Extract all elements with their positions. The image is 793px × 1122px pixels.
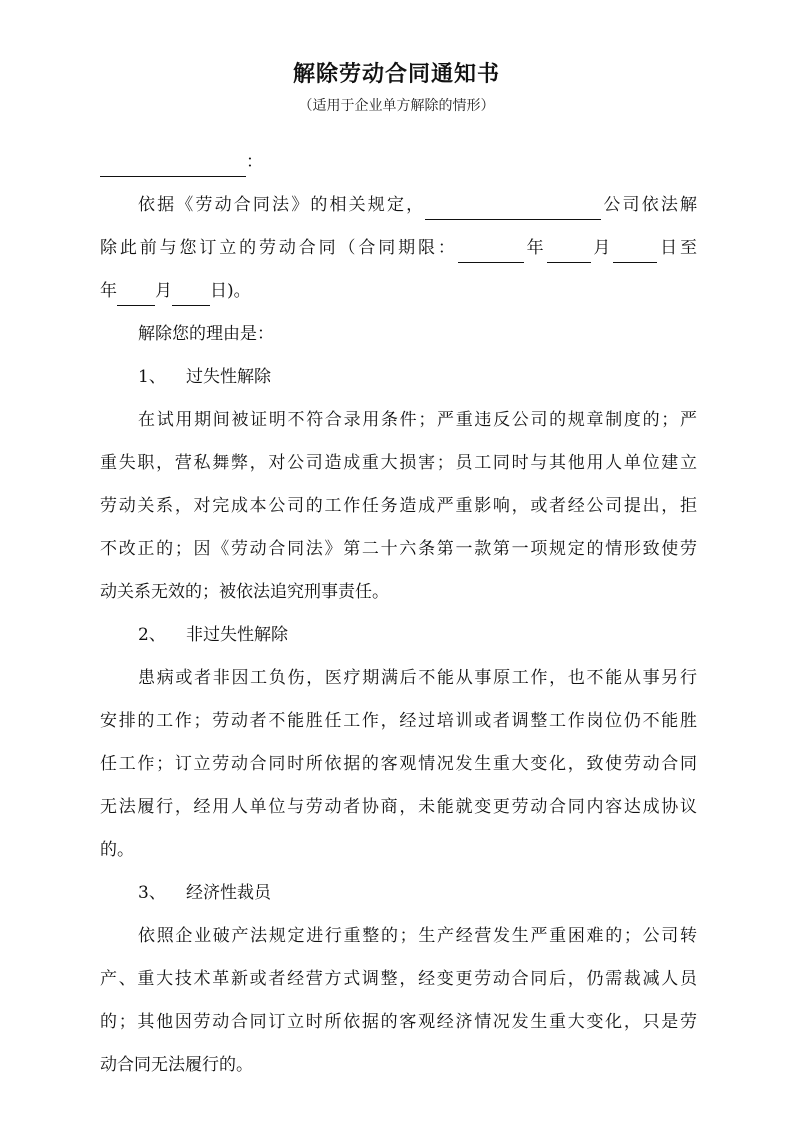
paragraph-line: 在试用期间被证明不符合录用条件；严重违反公司的规章制度的；严 (138, 410, 697, 430)
intro-line-2 (100, 227, 697, 270)
year-label: 年 (523, 238, 547, 258)
section-number: 1、 (138, 367, 166, 387)
start-month-blank[interactable] (547, 236, 591, 263)
recipient-name-blank[interactable] (100, 150, 246, 177)
end-month-blank[interactable] (117, 279, 155, 306)
paragraph-line: 劳动关系，对完成本公司的工作任务造成严重影响，或者经公司提出，拒 (100, 496, 697, 516)
salutation-colon: ： (246, 152, 263, 172)
paragraph-line: 依照企业破产法规定进行重整的；生产经营发生严重困难的；公司转 (138, 926, 697, 946)
paragraph-line: 不改正的；因《劳动合同法》第二十六条第一款第一项规定的情形致使劳 (100, 539, 697, 559)
intro-text: 除此前与您订立的劳动合同（合同期限： (100, 238, 458, 258)
year-label: 年 (100, 281, 117, 301)
paragraph-line: 动合同无法履行的。 (100, 1055, 253, 1075)
end-day-blank[interactable] (172, 279, 210, 306)
paragraph-line: 任工作；订立劳动合同时所依据的客观情况发生重大变化，致使劳动合同 (100, 754, 697, 774)
document-subtitle: （适用于企业单方解除的情形） (298, 98, 495, 114)
paragraph-line: 安排的工作；劳动者不能胜任工作，经过培训或者调整工作岗位仍不能胜 (100, 711, 697, 731)
paragraph-line: 患病或者非因工负伤，医疗期满后不能从事原工作，也不能从事另行 (138, 668, 697, 688)
paragraph-line: 重失职，营私舞弊，对公司造成重大损害；员工同时与其他用人单位建立 (100, 453, 697, 473)
month-label: 月 (590, 238, 614, 258)
intro-line-1 (100, 184, 697, 227)
paragraph-line: 动关系无效的；被依法追究刑事责任。 (100, 582, 389, 602)
start-year-blank[interactable] (458, 236, 524, 263)
section-title: 过失性解除 (186, 367, 271, 387)
section-number: 3、 (138, 883, 166, 903)
section-title: 非过失性解除 (186, 625, 288, 645)
salutation-line (100, 141, 697, 184)
section-title: 经济性裁员 (186, 883, 271, 903)
intro-line-3 (100, 270, 697, 313)
paragraph-line: 的。 (100, 840, 134, 860)
reason-heading: 解除您的理由是： (138, 324, 274, 344)
document-title: 解除劳动合同通知书 (292, 62, 500, 87)
document-body (100, 141, 697, 1087)
intro-text: 公司依法解 (601, 195, 697, 215)
paragraph-line: 的；其他因劳动合同订立时所依据的客观经济情况发生重大变化，只是劳 (100, 1012, 697, 1032)
paragraph-line: 无法履行，经用人单位与劳动者协商，未能就变更劳动合同内容达成协议 (100, 797, 697, 817)
section-heading (100, 614, 697, 657)
section-heading (100, 356, 697, 399)
start-day-blank[interactable] (613, 236, 657, 263)
month-label: 月 (155, 281, 172, 301)
end-day-label: 日)。 (210, 281, 251, 301)
section-number: 2、 (138, 625, 166, 645)
section-heading (100, 872, 697, 915)
paragraph-line: 产、重大技术革新或者经营方式调整，经变更劳动合同后，仍需裁减人员 (100, 969, 697, 989)
company-name-blank[interactable] (425, 193, 601, 220)
intro-text: 依据《劳动合同法》的相关规定， (138, 195, 426, 215)
day-to-label: 日至 (657, 238, 697, 258)
